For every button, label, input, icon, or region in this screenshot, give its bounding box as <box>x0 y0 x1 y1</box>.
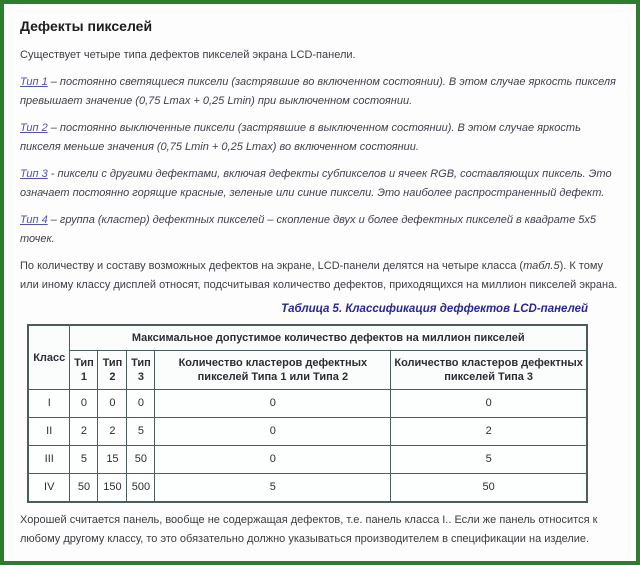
cell-class: II <box>28 418 70 446</box>
cell-class: IV <box>28 474 70 503</box>
cell-type1: 5 <box>70 446 98 474</box>
cell-clusters-type12: 0 <box>155 390 391 418</box>
table-header-row-1 <box>28 325 587 351</box>
classes-text-before: По количеству и составу возможных дефектов на экране, LCD-панели делятся на четыре класса ( <box>20 260 524 272</box>
header-type2: Тип 2 <box>98 351 127 390</box>
table-caption: Таблица 5. Классификация деффектов LCD-панелей <box>281 303 588 315</box>
table-row-class-4 <box>28 474 587 503</box>
table-row-class-1 <box>28 390 587 418</box>
table-header-row-2 <box>28 351 587 390</box>
cell-type3: 0 <box>127 390 155 418</box>
cell-clusters-type3: 0 <box>391 390 587 418</box>
cell-type3: 500 <box>127 474 155 503</box>
defects-table <box>27 324 588 503</box>
cell-clusters-type3: 2 <box>391 418 587 446</box>
type3-paragraph <box>20 165 618 203</box>
type4-link[interactable]: Тип 4 <box>20 214 48 226</box>
cell-clusters-type12: 0 <box>155 446 391 474</box>
cell-type1: 50 <box>70 474 98 503</box>
header-span: Максимальное допустимое количество дефектов на миллион пикселей <box>70 325 587 351</box>
table-row-class-2 <box>28 418 587 446</box>
cell-type1: 2 <box>70 418 98 446</box>
classes-paragraph <box>20 257 618 295</box>
header-type1: Тип 1 <box>70 351 98 390</box>
cell-type2: 15 <box>98 446 127 474</box>
cell-clusters-type3: 50 <box>391 474 587 503</box>
classes-text-after: ). К тому или иному классу дисплей относят, подсчитывая количество дефектов, приходящихся на миллион пикселей экрана. <box>20 260 618 291</box>
type4-text: – группа (кластер) дефектных пикселей – скопление двух и более дефектных пикселей в квадрате 5х5 точек. <box>20 214 596 245</box>
type3-text: - пиксели с другими дефектами, включая дефекты субпикселов и ячеек RGB, составляющих пиксель. Это означает постоянно горящие красные, зеленые или синие пиксели. Это наиболее распространенный дефект. <box>20 168 612 199</box>
type1-paragraph <box>20 73 618 111</box>
type4-paragraph <box>20 211 618 249</box>
cell-clusters-type12: 5 <box>155 474 391 503</box>
cell-type3: 50 <box>127 446 155 474</box>
header-type3: Тип 3 <box>127 351 155 390</box>
page-title: Дефекты пикселей <box>20 18 153 34</box>
cell-type3: 5 <box>127 418 155 446</box>
type1-link[interactable]: Тип 1 <box>20 76 48 88</box>
type2-link[interactable]: Тип 2 <box>20 122 48 134</box>
cell-type2: 2 <box>98 418 127 446</box>
cell-type1: 0 <box>70 390 98 418</box>
table-block <box>27 303 588 503</box>
cell-type2: 150 <box>98 474 127 503</box>
header-clusters-type3: Количество кластеров дефектных пикселей Типа 3 <box>391 351 587 390</box>
table-row-class-3 <box>28 446 587 474</box>
header-class: Класс <box>28 325 70 390</box>
type2-paragraph <box>20 119 618 157</box>
intro-paragraph: Существует четыре типа дефектов пикселей экрана LCD-панели. <box>20 49 356 61</box>
classes-table-ref: табл.5 <box>523 260 560 272</box>
cell-type2: 0 <box>98 390 127 418</box>
header-clusters-type12: Количество кластеров дефектных пикселей Типа 1 или Типа 2 <box>155 351 391 390</box>
cell-clusters-type12: 0 <box>155 418 391 446</box>
footer-paragraph: Хорошей считается панель, вообще не содержащая дефектов, т.е. панель класса I.. Если же панель относится к любому другому классу, то это обязательно должно указываться производителем в спецификации на изделие. <box>20 514 598 545</box>
cell-class: III <box>28 446 70 474</box>
type1-text: – постоянно светящиеся пиксели (застрявшие во включенном состоянии). В этом случае яркость пикселя превышает значение (0,75 Lmax + 0,25 Lmin) при выключенном состоянии. <box>20 76 616 107</box>
cell-class: I <box>28 390 70 418</box>
type2-text: – постоянно выключенные пиксели (застрявшие в выключенном состоянии). В этом случае яркость пикселя меньше значения (0,75 Lmin + 0,25 Lmax) во включенном состоянии. <box>20 122 581 153</box>
type3-link[interactable]: Тип 3 <box>20 168 48 180</box>
cell-clusters-type3: 5 <box>391 446 587 474</box>
